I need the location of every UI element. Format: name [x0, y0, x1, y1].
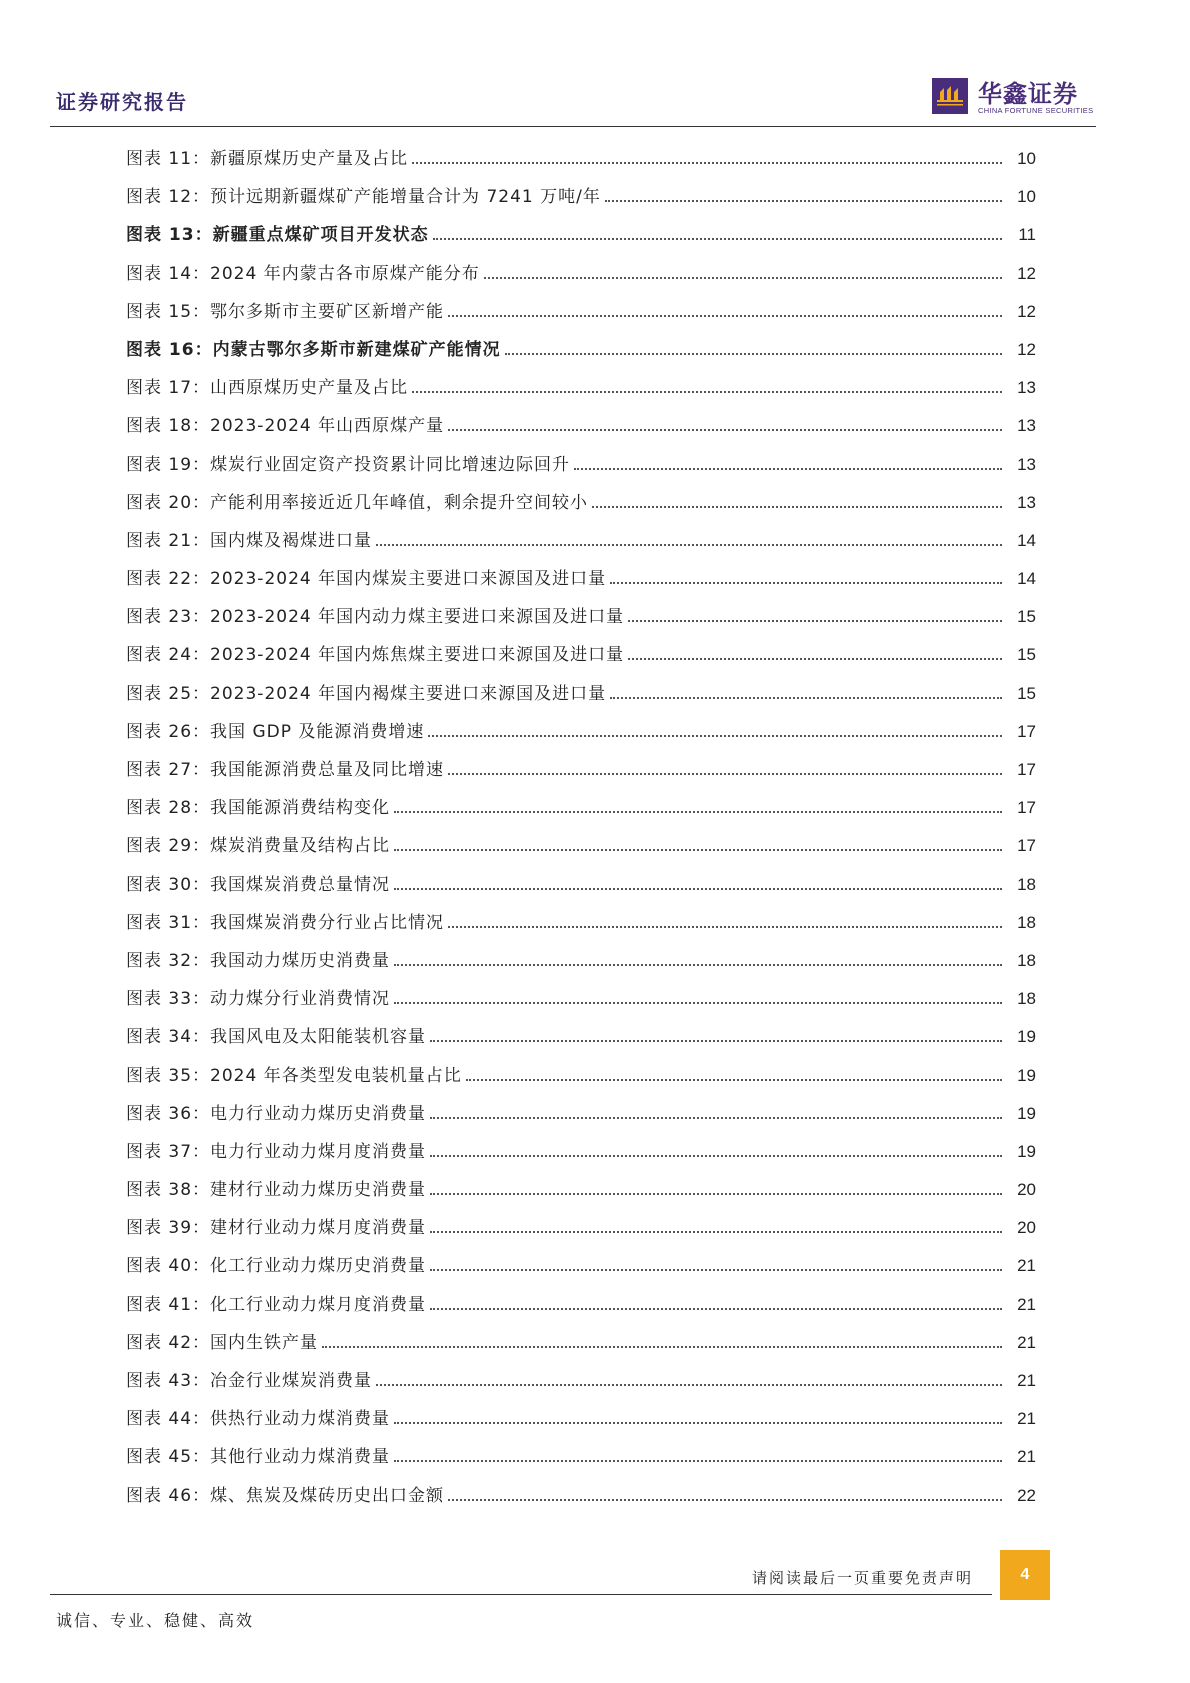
toc-entry[interactable] [126, 148, 1036, 186]
toc-entry-title: 电力行业动力煤历史消费量 [210, 1103, 427, 1124]
toc-entry[interactable] [126, 644, 1036, 682]
company-logo [932, 78, 1092, 116]
toc-entry-label: 图表 41： [126, 1294, 211, 1315]
toc-entry[interactable] [126, 339, 1036, 377]
toc-entry-page: 15 [1017, 645, 1036, 665]
toc-entry-page: 18 [1017, 912, 1036, 932]
toc-entry[interactable] [126, 1370, 1036, 1408]
toc-entry-page: 12 [1017, 263, 1036, 283]
toc-dot-leader [484, 277, 1002, 279]
toc-entry-page: 19 [1017, 1027, 1036, 1047]
toc-entry-label: 图表 33： [126, 989, 211, 1010]
toc-entry-page: 13 [1017, 454, 1036, 474]
toc-entry[interactable] [126, 1332, 1036, 1370]
toc-entry-title: 新疆重点煤矿项目开发状态 [212, 225, 429, 246]
toc-entry-page: 11 [1018, 225, 1036, 245]
toc-dot-leader [448, 926, 1002, 928]
toc-entry-label: 图表 12： [126, 187, 211, 208]
disclaimer-notice: 请阅读最后一页重要免责声明 [752, 1569, 974, 1587]
toc-entry-page: 18 [1017, 989, 1036, 1009]
toc-entry[interactable] [126, 683, 1036, 721]
toc-dot-leader [448, 1499, 1002, 1501]
toc-entry-title: 我国煤炭消费总量情况 [210, 874, 391, 895]
toc-entry-label: 图表 19： [126, 454, 211, 475]
toc-entry-label: 图表 43： [126, 1371, 211, 1391]
toc-entry-title: 我国能源消费结构变化 [210, 798, 391, 819]
toc-entry[interactable] [126, 263, 1036, 301]
toc-entry-page: 10 [1017, 149, 1036, 168]
company-motto: 诚信、专业、稳健、高效 [56, 1611, 255, 1630]
toc-entry-label: 图表 34： [126, 1027, 211, 1048]
toc-dot-leader [430, 1155, 1002, 1157]
toc-entry-page: 21 [1017, 1447, 1036, 1467]
toc-entry-title: 建材行业动力煤月度消费量 [210, 1218, 427, 1239]
toc-entry-page: 20 [1017, 1218, 1036, 1238]
page-number: 4 [1000, 1550, 1050, 1600]
toc-entry-title: 冶金行业煤炭消费量 [210, 1371, 373, 1391]
toc-entry[interactable] [126, 377, 1036, 415]
toc-entry[interactable] [126, 1179, 1036, 1217]
toc-entry-label: 图表 37： [126, 1141, 211, 1162]
toc-entry[interactable] [126, 1026, 1036, 1064]
toc-entry-title: 化工行业动力煤历史消费量 [210, 1256, 427, 1277]
toc-entry-title: 建材行业动力煤历史消费量 [210, 1180, 427, 1201]
toc-entry-title: 2023-2024 年国内煤炭主要进口来源国及进口量 [210, 569, 607, 590]
toc-entry-label: 图表 21： [126, 530, 211, 551]
toc-entry-title: 其他行业动力煤消费量 [210, 1447, 391, 1468]
toc-entry-label: 图表 15： [126, 301, 211, 322]
toc-dot-leader [448, 429, 1002, 431]
toc-entry-title: 内蒙古鄂尔多斯市新建煤矿产能情况 [212, 339, 501, 360]
toc-entry-page: 13 [1017, 492, 1036, 512]
toc-dot-leader [628, 658, 1002, 660]
toc-entry[interactable] [126, 912, 1036, 950]
toc-dot-leader [394, 1460, 1002, 1462]
toc-entry-label: 图表 13： [126, 225, 213, 246]
toc-dot-leader [574, 468, 1002, 470]
toc-entry-label: 图表 20： [126, 492, 211, 513]
toc-entry-label: 图表 18： [126, 416, 211, 437]
toc-entry-title: 2023-2024 年国内炼焦煤主要进口来源国及进口量 [210, 645, 625, 666]
toc-entry-page: 17 [1017, 836, 1036, 856]
report-type-title: 证券研究报告 [56, 90, 188, 114]
toc-dot-leader [376, 1384, 1002, 1386]
toc-entry-page: 18 [1017, 950, 1036, 970]
toc-entry-label: 图表 24： [126, 645, 211, 666]
toc-dot-leader [376, 544, 1002, 546]
toc-entry[interactable] [126, 1408, 1036, 1446]
toc-entry-title: 煤炭消费量及结构占比 [210, 836, 391, 857]
toc-dot-leader [394, 849, 1002, 851]
header-divider [50, 126, 1096, 127]
toc-dot-leader [448, 315, 1002, 317]
toc-entry[interactable] [126, 797, 1036, 835]
toc-entry-title: 2023-2024 年国内褐煤主要进口来源国及进口量 [210, 683, 607, 704]
toc-entry-title: 我国煤炭消费分行业占比情况 [210, 912, 445, 933]
toc-entry-label: 图表 42： [126, 1332, 211, 1353]
toc-dot-leader [394, 1002, 1002, 1004]
toc-entry-label: 图表 16： [126, 339, 213, 360]
footer-divider [50, 1594, 992, 1595]
toc-entry[interactable] [126, 224, 1036, 262]
toc-entry-label: 图表 30： [126, 874, 211, 895]
toc-entry-title: 化工行业动力煤月度消费量 [210, 1294, 427, 1315]
toc-entry-page: 12 [1017, 339, 1036, 359]
figure-table-of-contents [126, 148, 1036, 1523]
toc-dot-leader [466, 1079, 1002, 1081]
toc-entry[interactable] [126, 1255, 1036, 1293]
toc-entry-title: 我国动力煤历史消费量 [210, 950, 391, 971]
toc-entry-title: 供热行业动力煤消费量 [210, 1409, 391, 1430]
toc-entry-page: 19 [1017, 1103, 1036, 1123]
toc-entry-label: 图表 32： [126, 950, 211, 971]
toc-entry[interactable] [126, 835, 1036, 873]
toc-entry-label: 图表 23： [126, 607, 211, 628]
toc-dot-leader [322, 1346, 1002, 1348]
toc-dot-leader [430, 1269, 1002, 1271]
toc-entry-title: 国内生铁产量 [210, 1332, 319, 1353]
toc-entry-label: 图表 29： [126, 836, 211, 857]
toc-entry-title: 产能利用率接近近几年峰值，剩余提升空间较小 [210, 492, 589, 513]
toc-entry-label: 图表 46： [126, 1485, 211, 1506]
toc-dot-leader [430, 1040, 1002, 1042]
toc-entry-page: 21 [1017, 1371, 1036, 1390]
toc-entry-page: 19 [1017, 1141, 1036, 1161]
toc-entry-title: 我国 GDP 及能源消费增速 [210, 721, 425, 742]
toc-entry[interactable] [126, 1103, 1036, 1141]
toc-dot-leader [394, 1422, 1002, 1424]
toc-entry-page: 20 [1017, 1180, 1036, 1200]
toc-entry-label: 图表 38： [126, 1180, 211, 1201]
toc-dot-leader [430, 1231, 1002, 1233]
toc-entry-title: 电力行业动力煤月度消费量 [210, 1141, 427, 1162]
toc-entry-page: 21 [1017, 1332, 1036, 1352]
toc-entry-title: 我国能源消费总量及同比增速 [210, 760, 445, 780]
logo-english-name: CHINA FORTUNE SECURITIES [978, 106, 1094, 115]
toc-entry[interactable] [126, 454, 1036, 492]
toc-entry-label: 图表 45： [126, 1447, 211, 1468]
toc-entry-title: 国内煤及褐煤进口量 [210, 530, 373, 551]
toc-entry-label: 图表 39： [126, 1218, 211, 1239]
toc-entry[interactable] [126, 415, 1036, 453]
toc-entry-page: 14 [1017, 530, 1036, 550]
toc-entry-page: 19 [1017, 1065, 1036, 1085]
toc-entry[interactable] [126, 759, 1036, 797]
toc-entry[interactable] [126, 1485, 1036, 1523]
toc-entry-title: 2024 年各类型发电装机量占比 [210, 1065, 462, 1086]
toc-entry-label: 图表 36： [126, 1103, 211, 1124]
toc-entry-page: 15 [1017, 683, 1036, 703]
toc-entry-page: 17 [1017, 721, 1036, 741]
toc-entry-title: 2023-2024 年国内动力煤主要进口来源国及进口量 [210, 607, 625, 628]
toc-entry-page: 13 [1017, 378, 1036, 398]
toc-entry-label: 图表 26： [126, 721, 211, 742]
toc-entry[interactable] [126, 874, 1036, 912]
toc-entry-page: 12 [1017, 301, 1036, 321]
toc-entry-title: 鄂尔多斯市主要矿区新增产能 [210, 301, 445, 322]
toc-entry-title: 煤、焦炭及煤砖历史出口金额 [210, 1485, 445, 1506]
toc-entry-label: 图表 28： [126, 798, 211, 819]
toc-entry-page: 21 [1017, 1294, 1036, 1314]
toc-entry-label: 图表 25： [126, 683, 211, 704]
toc-entry-title: 山西原煤历史产量及占比 [210, 378, 409, 399]
toc-entry-page: 14 [1017, 569, 1036, 589]
toc-entry-title: 2023-2024 年山西原煤产量 [210, 416, 445, 437]
toc-entry[interactable] [126, 1217, 1036, 1255]
toc-entry-page: 15 [1017, 607, 1036, 627]
toc-entry-title: 2024 年内蒙古各市原煤产能分布 [210, 263, 480, 284]
toc-entry-page: 17 [1017, 760, 1036, 779]
logo-chinese-name: 华鑫证券 [978, 80, 1078, 108]
toc-dot-leader [448, 773, 1002, 775]
toc-entry-label: 图表 11： [126, 149, 211, 169]
toc-entry[interactable] [126, 721, 1036, 759]
toc-entry-label: 图表 17： [126, 378, 211, 399]
toc-dot-leader [433, 238, 1002, 240]
toc-entry-page: 21 [1017, 1256, 1036, 1276]
toc-dot-leader [412, 391, 1002, 393]
toc-entry[interactable] [126, 1446, 1036, 1484]
toc-entry[interactable] [126, 530, 1036, 568]
toc-entry-label: 图表 14： [126, 263, 211, 284]
toc-entry[interactable] [126, 1141, 1036, 1179]
toc-dot-leader [428, 735, 1002, 737]
toc-entry-label: 图表 44： [126, 1409, 211, 1430]
toc-dot-leader [610, 697, 1002, 699]
toc-dot-leader [430, 1308, 1002, 1310]
toc-entry[interactable] [126, 988, 1036, 1026]
toc-entry-title: 预计远期新疆煤矿产能增量合计为 7241 万吨/年 [210, 187, 601, 208]
toc-entry-page: 13 [1017, 416, 1036, 436]
toc-dot-leader [430, 1193, 1002, 1195]
toc-entry-label: 图表 27： [126, 760, 211, 780]
toc-entry-page: 10 [1017, 187, 1036, 207]
toc-dot-leader [610, 582, 1002, 584]
toc-entry-title: 新疆原煤历史产量及占比 [210, 149, 409, 169]
toc-entry-title: 煤炭行业固定资产投资累计同比增速边际回升 [210, 454, 571, 475]
toc-entry-page: 21 [1017, 1409, 1036, 1429]
toc-entry[interactable] [126, 950, 1036, 988]
toc-dot-leader [412, 162, 1002, 164]
toc-entry-page: 22 [1017, 1485, 1036, 1505]
toc-entry[interactable] [126, 606, 1036, 644]
toc-dot-leader [628, 620, 1002, 622]
toc-entry[interactable] [126, 186, 1036, 224]
toc-entry-page: 17 [1017, 798, 1036, 818]
toc-entry-title: 我国风电及太阳能装机容量 [210, 1027, 427, 1048]
toc-dot-leader [394, 811, 1002, 813]
toc-entry-label: 图表 35： [126, 1065, 211, 1086]
toc-entry[interactable] [126, 1294, 1036, 1332]
toc-entry[interactable] [126, 492, 1036, 530]
toc-dot-leader [605, 200, 1002, 202]
toc-dot-leader [430, 1117, 1002, 1119]
toc-dot-leader [505, 353, 1002, 355]
toc-entry-label: 图表 22： [126, 569, 211, 590]
logo-mark-icon [932, 78, 968, 114]
toc-entry-title: 动力煤分行业消费情况 [210, 989, 391, 1010]
toc-entry[interactable] [126, 568, 1036, 606]
toc-dot-leader [394, 888, 1002, 890]
toc-entry[interactable] [126, 1065, 1036, 1103]
toc-entry-label: 图表 40： [126, 1256, 211, 1277]
toc-entry[interactable] [126, 301, 1036, 339]
toc-dot-leader [394, 964, 1002, 966]
toc-entry-page: 18 [1017, 874, 1036, 894]
toc-dot-leader [592, 506, 1002, 508]
toc-entry-label: 图表 31： [126, 912, 211, 933]
